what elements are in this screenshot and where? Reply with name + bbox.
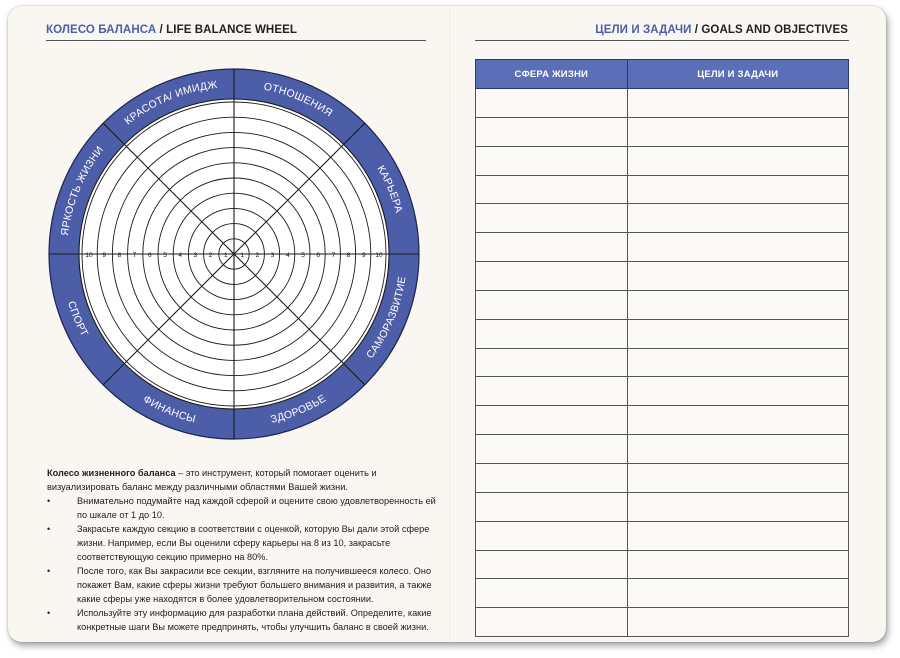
sector-label-text: ЯРКОСТЬ ЖИЗНИ: [59, 143, 107, 237]
description-bullet: • После того, как Вы закрасили все секции, взгляните на получившееся колесо. Оно покажет Вам, какие сферы жизни требуют большего внимания и развития, а также какие сферы уже находятся в более удовлетворительном состоянии.: [47, 564, 441, 606]
goals-cell[interactable]: [627, 435, 848, 464]
table-row: [476, 290, 849, 319]
life-sphere-cell[interactable]: [476, 521, 628, 550]
table-row: [476, 175, 849, 204]
description-intro-text: – это инструмент, который помогает оценить и визуализировать баланс между различными областями Вашей жизни.: [47, 468, 377, 492]
table-row: [476, 377, 849, 406]
table-row: [476, 319, 849, 348]
scale-label-10: 10: [85, 251, 93, 259]
goals-table: [475, 59, 849, 637]
right-header-accent: ЦЕЛИ И ЗАДАЧИ: [595, 24, 692, 36]
table-row: [476, 406, 849, 435]
table-row: [476, 492, 849, 521]
table-row: [476, 233, 849, 262]
table-row: [476, 117, 849, 146]
goals-cell[interactable]: [627, 492, 848, 521]
sector-label-text: СПОРТ: [65, 299, 91, 339]
life-sphere-cell[interactable]: [476, 175, 628, 204]
scale-label-1: 1: [240, 251, 245, 259]
left-header-rest: / LIFE BALANCE WHEEL: [156, 24, 297, 36]
scale-label-7: 7: [132, 251, 137, 259]
table-row: [476, 550, 849, 579]
wheel-description: [47, 466, 441, 634]
goals-cell[interactable]: [627, 550, 848, 579]
life-sphere-cell[interactable]: [476, 463, 628, 492]
goals-cell[interactable]: [627, 117, 848, 146]
sector-label-text: САМОРАЗВИТИЕ: [364, 275, 409, 361]
goals-cell[interactable]: [627, 608, 848, 637]
right-page-header: [595, 24, 848, 38]
scale-label-5: 5: [163, 251, 167, 259]
scale-label-6: 6: [147, 251, 152, 259]
goals-cell[interactable]: [627, 579, 848, 608]
goals-cell[interactable]: [627, 290, 848, 319]
life-sphere-cell[interactable]: [476, 492, 628, 521]
goals-cell[interactable]: [627, 521, 848, 550]
life-sphere-cell[interactable]: [476, 377, 628, 406]
table-row: [476, 262, 849, 291]
sector-label-text: ЗДОРОВЬЕ: [269, 392, 329, 426]
life-sphere-cell[interactable]: [476, 406, 628, 435]
scale-label-9: 9: [361, 251, 366, 259]
life-sphere-cell[interactable]: [476, 579, 628, 608]
scale-label-10: 10: [375, 251, 383, 259]
scale-label-8: 8: [117, 251, 122, 259]
table-row: [476, 463, 849, 492]
scale-label-4: 4: [285, 251, 290, 259]
table-row: [476, 521, 849, 550]
life-sphere-cell[interactable]: [476, 348, 628, 377]
scale-label-5: 5: [301, 251, 305, 259]
life-sphere-cell[interactable]: [476, 117, 628, 146]
scale-label-3: 3: [270, 251, 275, 259]
goals-table-body: [476, 89, 849, 637]
scale-label-7: 7: [331, 251, 336, 259]
goals-cell[interactable]: [627, 348, 848, 377]
description-bullets: [47, 494, 441, 634]
life-sphere-cell[interactable]: [476, 290, 628, 319]
scale-label-4: 4: [178, 251, 183, 259]
table-row: [476, 435, 849, 464]
table-row: [476, 608, 849, 637]
scale-label-6: 6: [316, 251, 321, 259]
life-sphere-cell[interactable]: [476, 608, 628, 637]
life-sphere-cell[interactable]: [476, 262, 628, 291]
right-header-rest: / GOALS AND OBJECTIVES: [691, 24, 848, 36]
table-row: [476, 89, 849, 118]
description-intro: [47, 466, 441, 494]
left-header-accent: КОЛЕСО БАЛАНСА: [46, 24, 157, 36]
left-header-rule: [46, 40, 426, 41]
goals-cell[interactable]: [627, 262, 848, 291]
sector-label-text: КРАСОТА/ ИМИДЖ: [122, 78, 219, 128]
table-row: [476, 348, 849, 377]
column-header-goals: ЦЕЛИ И ЗАДАЧИ: [627, 60, 848, 89]
life-sphere-cell[interactable]: [476, 204, 628, 233]
life-sphere-cell[interactable]: [476, 89, 628, 118]
life-sphere-cell[interactable]: [476, 233, 628, 262]
description-intro-bold: Колесо жизненного баланса: [47, 468, 176, 478]
scale-label-1: 1: [223, 251, 228, 259]
description-bullet: • Закрасьте каждую секцию в соответствии с оценкой, которую Вы дали этой сфере жизни. Например, если Вы оценили сферу карьеры на 8 из 10, закрасьте соответствующую секцию примерно на 80%.: [47, 522, 441, 564]
goals-cell[interactable]: [627, 377, 848, 406]
scale-label-9: 9: [102, 251, 107, 259]
goals-cell[interactable]: [627, 146, 848, 175]
sector-label-text: ФИНАНСЫ: [141, 393, 198, 426]
life-sphere-cell[interactable]: [476, 550, 628, 579]
goals-table-header-row: [476, 60, 849, 89]
table-row: [476, 579, 849, 608]
goals-cell[interactable]: [627, 463, 848, 492]
sector-label-text: ОТНОШЕНИЯ: [262, 80, 335, 120]
goals-cell[interactable]: [627, 204, 848, 233]
scale-label-2: 2: [255, 251, 260, 259]
right-header-rule: [475, 40, 849, 41]
sector-label-text: КАРЬЕРА: [374, 163, 405, 215]
table-row: [476, 204, 849, 233]
goals-cell[interactable]: [627, 175, 848, 204]
scale-label-8: 8: [346, 251, 351, 259]
life-sphere-cell[interactable]: [476, 435, 628, 464]
page-spine: [449, 6, 451, 642]
life-sphere-cell[interactable]: [476, 146, 628, 175]
left-page-header: [46, 24, 297, 38]
description-bullet: • Внимательно подумайте над каждой сферой и оцените свою удовлетворенность ей по шкале от 1 до 10.: [47, 494, 441, 522]
goals-cell[interactable]: [627, 233, 848, 262]
goals-cell[interactable]: [627, 406, 848, 435]
goals-cell[interactable]: [627, 89, 848, 118]
description-bullet: • Используйте эту информацию для разработки плана действий. Определите, какие конкретные шаги Вы можете предпринять, чтобы улучшить баланс в своей жизни.: [47, 606, 441, 634]
life-balance-wheel: [48, 68, 420, 440]
life-sphere-cell[interactable]: [476, 319, 628, 348]
goals-cell[interactable]: [627, 319, 848, 348]
scale-label-3: 3: [193, 251, 198, 259]
scale-label-2: 2: [208, 251, 213, 259]
table-row: [476, 146, 849, 175]
column-header-life-sphere: СФЕРА ЖИЗНИ: [476, 60, 628, 89]
